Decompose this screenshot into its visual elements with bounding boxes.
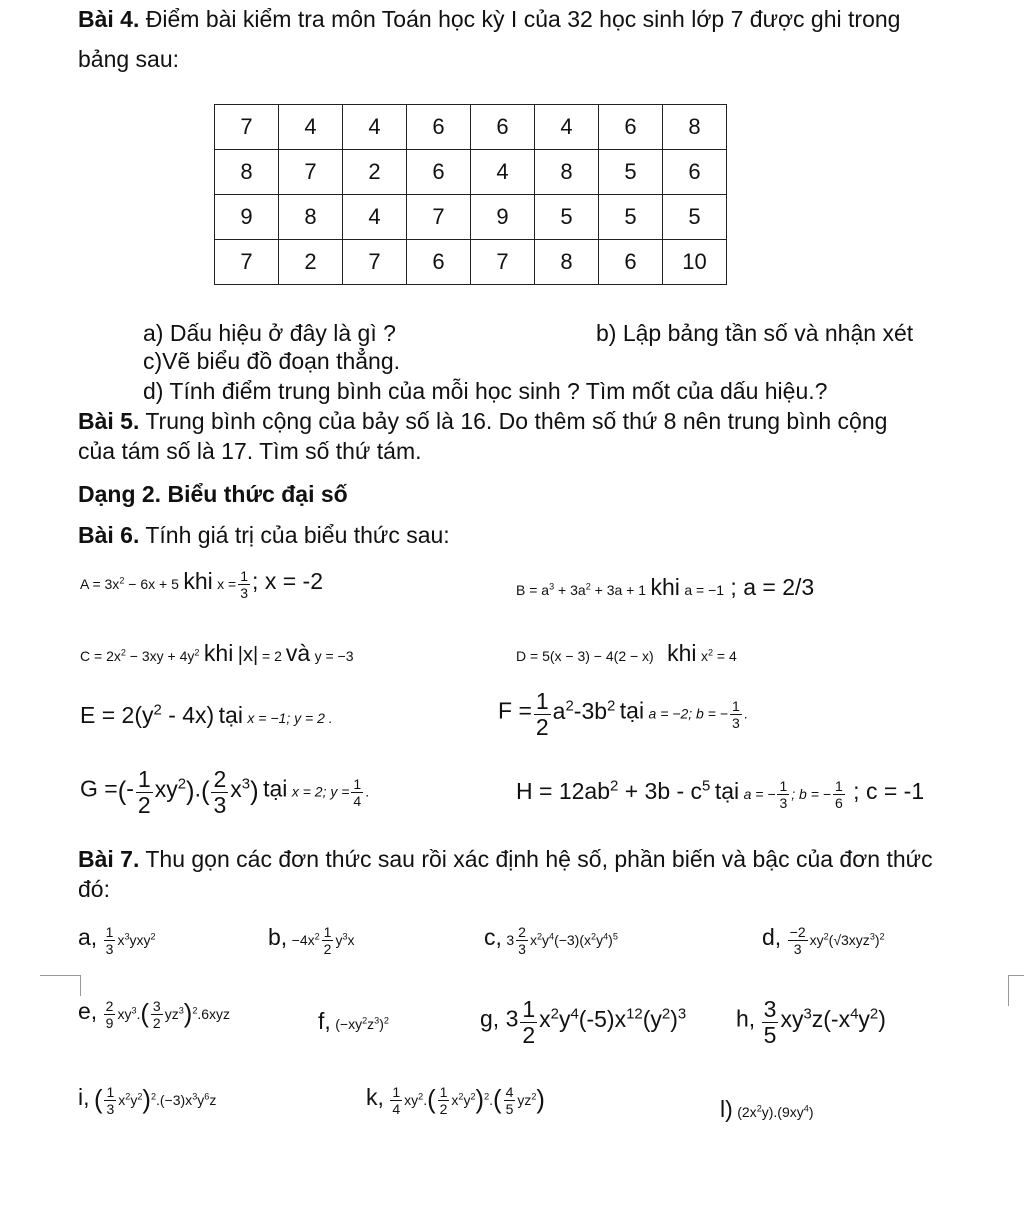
table-cell: 4 xyxy=(343,105,407,150)
table-cell: 8 xyxy=(663,105,727,150)
expr-G: G =(- $\frac{1}{2}$ $xy^2$).( $\frac{2}{3}$ $x^3$) tại x = 2; y = $\frac{1}{4}$ . xyxy=(80,766,370,818)
dang2-heading: Dạng 2. Biểu thức đại số xyxy=(78,481,348,507)
table-cell: 6 xyxy=(599,105,663,150)
table-cell: 6 xyxy=(407,150,471,195)
expr-E: $E = 2(y^2 - 4x)$ tại x = −1; y = 2 . xyxy=(80,701,333,728)
tai-label: tại xyxy=(218,702,243,728)
table-cell: 7 xyxy=(343,240,407,285)
mono-h: h, $\frac{3}{5}$ $xy^3z(-x^4y^2)$ xyxy=(736,996,886,1048)
table-cell: 10 xyxy=(663,240,727,285)
expr-H: $H = 12ab^2 + 3b - c^5$ tại a = − $\frac{1}{3}$ ; b = − $\frac{1}{6}$ ; c = -1 xyxy=(516,777,925,812)
bai4-line1 xyxy=(78,6,900,33)
table-cell: 7 xyxy=(279,150,343,195)
mono-c: c, 3 $\frac{2}{3}$ $x^2y^4(-3)(x^2y^4)^5$ xyxy=(484,924,618,958)
table-cell: 6 xyxy=(407,105,471,150)
page-corner-right xyxy=(1008,975,1024,1006)
bai4-qb: b) Lập bảng tần số và nhận xét xyxy=(596,320,914,346)
table-cell: 8 xyxy=(279,195,343,240)
table-cell: 2 xyxy=(279,240,343,285)
tai-label: tại xyxy=(263,775,288,802)
table-cell: 8 xyxy=(215,150,279,195)
bai4-text1: Điểm bài kiểm tra môn Toán học kỳ I của 32 học sinh lớp 7 được ghi trong xyxy=(145,6,901,32)
bai7-line1 xyxy=(78,846,933,873)
table-cell: 9 xyxy=(215,195,279,240)
table-cell: 6 xyxy=(471,105,535,150)
table-cell: 7 xyxy=(215,105,279,150)
bai4-text2: bảng sau: xyxy=(78,46,180,72)
page-corner-left xyxy=(40,975,81,996)
bai6-line xyxy=(78,522,450,549)
bai6-text: Tính giá trị của biểu thức sau: xyxy=(145,522,450,548)
bai7-title: Bài 7. xyxy=(78,846,140,872)
table-row xyxy=(215,150,727,195)
tai-label: tại xyxy=(619,697,645,724)
table-cell: 8 xyxy=(535,150,599,195)
mono-g: g, 3 $\frac{1}{2}$ $x^2y^4(-5)x^{12}(y^2)^3$ xyxy=(480,996,687,1048)
bai7-text2: đó: xyxy=(78,876,110,902)
tai-label: tại xyxy=(714,778,740,804)
table-cell: 4 xyxy=(535,105,599,150)
expr-F: F = $\frac{1}{2}$ $a^2-3b^2$ tại a = −2; b = − $\frac{1}{3}$ . xyxy=(498,688,748,740)
table-cell: 9 xyxy=(471,195,535,240)
table-cell: 2 xyxy=(343,150,407,195)
table-cell: 8 xyxy=(535,240,599,285)
expr-B: $B = a^3 + 3a^2 + 3a + 1$ khi a = −1 ; a = 2/3 xyxy=(516,574,815,600)
bai5-text2: của tám số là 17. Tìm số thứ tám. xyxy=(78,438,422,464)
mono-b: b, $-4x^2$ $\frac{1}{2}$ $y^3x$ xyxy=(268,924,355,958)
khi-label: khi xyxy=(650,574,680,600)
table-cell: 5 xyxy=(663,195,727,240)
mono-k: k, $\frac{1}{4}$ $xy^2$.( $\frac{1}{2}$ $x^2y^2)^2$.( $\frac{4}{5}$ $yz^2$) xyxy=(366,1084,545,1118)
table-cell: 4 xyxy=(471,150,535,195)
table-cell: 6 xyxy=(407,240,471,285)
bai5-title: Bài 5. xyxy=(78,408,140,434)
table-cell: 6 xyxy=(663,150,727,195)
table-cell: 7 xyxy=(471,240,535,285)
mono-e: e, $\frac{2}{9}$ $xy^3$.( $\frac{3}{2}$ $yz^3)^2.6xyz$ xyxy=(78,998,231,1032)
table-cell: 5 xyxy=(599,150,663,195)
khi-label: khi xyxy=(183,568,213,594)
mono-d: d, $\frac{-2}{3}$ $xy^2(√3xyz^3)^2$ xyxy=(762,924,885,958)
mono-l: l) $(2x^2y).(9xy^4)$ xyxy=(720,1096,814,1122)
table-cell: 7 xyxy=(215,240,279,285)
expr-A: $A = 3x^2 - 6x + 5$ khi x = $\frac{1}{3}$ ; x = -2 xyxy=(80,568,323,602)
table-cell: 5 xyxy=(599,195,663,240)
bai4-qa: a) Dấu hiệu ở đây là gì ? xyxy=(143,320,396,346)
expr-D: D = 5(x − 3) − 4(2 − x) khi $x^2 = 4$ xyxy=(516,640,737,666)
table-cell: 6 xyxy=(599,240,663,285)
table-row xyxy=(215,240,727,285)
table-cell: 4 xyxy=(343,195,407,240)
mono-f: f, $(-xy^2z^3)^2$ xyxy=(318,1008,389,1034)
score-table xyxy=(214,104,727,285)
mono-i: i, ( $\frac{1}{3}$ $x^2y^2)^2.(-3)x^3y^6z$ xyxy=(78,1084,217,1118)
expr-C: $C = 2x^2 - 3xy + 4y^2$ khi |x| = 2 và y = −3 xyxy=(80,640,354,666)
bai4-qd: d) Tính điểm trung bình của mỗi học sinh ? Tìm mốt của dấu hiệu.? xyxy=(143,378,828,404)
bai5-text1: Trung bình cộng của bảy số là 16. Do thêm số thứ 8 nên trung bình cộng xyxy=(145,408,888,434)
table-cell: 5 xyxy=(535,195,599,240)
table-cell: 7 xyxy=(407,195,471,240)
table-row xyxy=(215,195,727,240)
bai5-line1 xyxy=(78,408,887,435)
mono-a: a, $\frac{1}{3}$ $x^3yxy^2$ xyxy=(78,924,156,958)
khi-label: khi xyxy=(667,640,697,666)
bai4-title: Bài 4. xyxy=(78,6,140,32)
table-cell: 4 xyxy=(279,105,343,150)
bai7-text1: Thu gọn các đơn thức sau rồi xác định hệ số, phần biến và bậc của đơn thức xyxy=(145,846,933,872)
table-row xyxy=(215,105,727,150)
bai6-title: Bài 6. xyxy=(78,522,140,548)
va-label: và xyxy=(285,640,311,666)
bai4-qc: c)Vẽ biểu đồ đoạn thẳng. xyxy=(143,348,401,374)
khi-label: khi xyxy=(203,640,234,666)
